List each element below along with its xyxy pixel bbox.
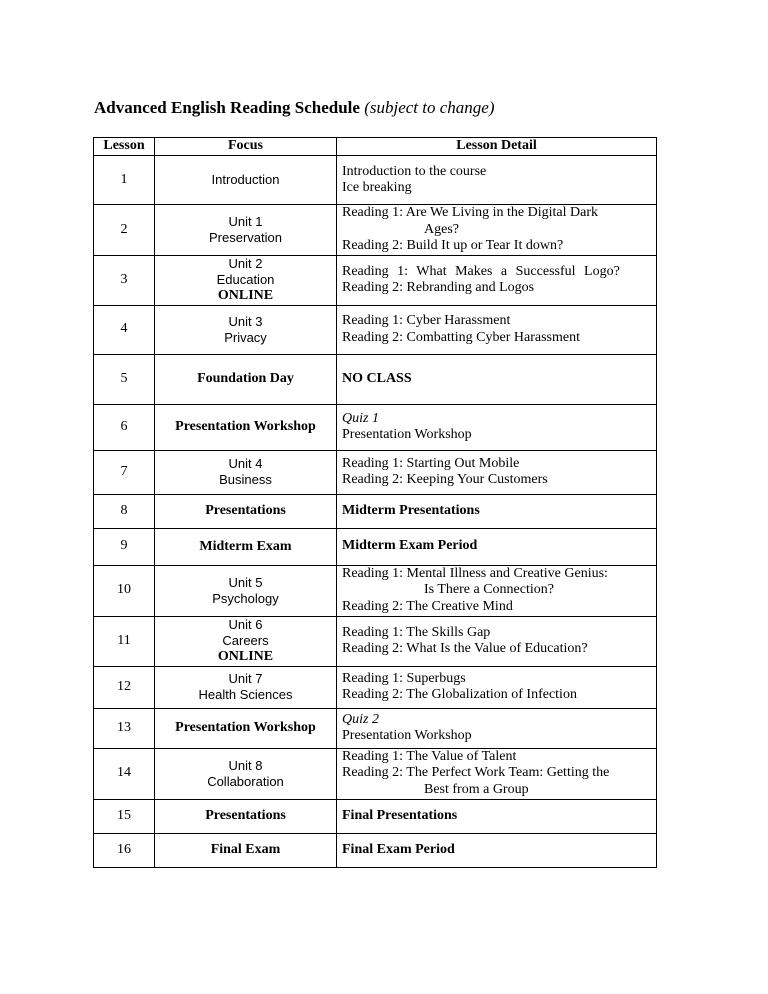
- table-row: [94, 404, 657, 450]
- focus-line: Final Exam: [210, 842, 281, 857]
- focus-line: Unit 8: [228, 757, 263, 773]
- schedule-table: [93, 137, 657, 868]
- detail-cell: [337, 565, 657, 616]
- lesson-number: 14: [94, 748, 155, 799]
- focus-line: Unit 4: [228, 456, 263, 471]
- detail-cell: [337, 354, 657, 404]
- table-row: [94, 528, 657, 565]
- detail-line: Reading 2: The Perfect Work Team: Getting the: [342, 765, 610, 781]
- lesson-number: 4: [94, 305, 155, 354]
- detail-line: Ages?: [424, 221, 459, 237]
- detail-line: Reading 2: What Is the Value of Education?: [342, 641, 588, 656]
- focus-cell: [155, 450, 337, 494]
- page-title: [94, 98, 494, 118]
- focus-cell: [155, 205, 337, 256]
- focus-line: Unit 6: [228, 617, 263, 632]
- focus-line: Midterm Exam: [199, 538, 292, 554]
- focus-cell: [155, 708, 337, 748]
- lesson-number: 2: [94, 205, 155, 256]
- focus-line: Unit 3: [228, 313, 263, 329]
- table-row: [94, 450, 657, 494]
- detail-cell: [337, 616, 657, 666]
- title-main: Advanced English Reading Schedule: [94, 98, 360, 117]
- focus-cell: [155, 305, 337, 354]
- detail-line: Midterm Presentations: [342, 502, 480, 518]
- table-row: [94, 708, 657, 748]
- header-lesson: Lesson: [94, 138, 155, 156]
- detail-cell: [337, 494, 657, 528]
- detail-cell: [337, 799, 657, 833]
- lesson-number: 15: [94, 799, 155, 833]
- focus-line: Business: [219, 472, 272, 487]
- focus-cell: [155, 799, 337, 833]
- focus-line: Presentations: [205, 503, 286, 518]
- detail-cell: [337, 708, 657, 748]
- table-row: [94, 565, 657, 616]
- detail-cell: [337, 528, 657, 565]
- focus-cell: [155, 616, 337, 666]
- focus-line: Collaboration: [207, 773, 284, 789]
- detail-line: Reading 2: Rebranding and Logos: [342, 280, 535, 295]
- detail-line: Reading 1: Cyber Harassment: [342, 313, 511, 328]
- table-row: [94, 666, 657, 708]
- lesson-number: 11: [94, 616, 155, 666]
- header-row: [94, 138, 657, 156]
- quiz-label: Quiz 1: [342, 410, 379, 426]
- detail-line: Ice breaking: [342, 180, 412, 195]
- lesson-number: 9: [94, 528, 155, 565]
- detail-cell: [337, 205, 657, 256]
- detail-line: Final Exam Period: [342, 841, 455, 857]
- lesson-number: 12: [94, 666, 155, 708]
- table-row: [94, 616, 657, 666]
- focus-line: Introduction: [211, 172, 280, 187]
- detail-line: Is There a Connection?: [424, 582, 554, 598]
- detail-cell: [337, 404, 657, 450]
- detail-line: Reading 2: Combatting Cyber Harassment: [342, 329, 580, 345]
- focus-line: Preservation: [209, 229, 282, 245]
- detail-line: Reading 1: The Value of Talent: [342, 748, 517, 764]
- detail-cell: [337, 305, 657, 354]
- detail-cell: [337, 156, 657, 205]
- header-focus: Focus: [155, 138, 337, 156]
- lesson-number: 3: [94, 255, 155, 305]
- detail-cell: [337, 748, 657, 799]
- table-row: [94, 494, 657, 528]
- focus-line: Privacy: [224, 329, 267, 345]
- lesson-number: 13: [94, 708, 155, 748]
- focus-line: Careers: [222, 633, 269, 648]
- focus-cell: [155, 833, 337, 867]
- detail-line: Reading 2: The Globalization of Infection: [342, 687, 577, 702]
- detail-line: Reading 1: Are We Living in the Digital Dark: [342, 205, 599, 220]
- detail-line: Reading 2: The Creative Mind: [342, 598, 513, 614]
- detail-line: Introduction to the course: [342, 163, 487, 179]
- detail-cell: [337, 833, 657, 867]
- lesson-number: 8: [94, 494, 155, 528]
- table-row: [94, 799, 657, 833]
- detail-line: Midterm Exam Period: [342, 538, 478, 554]
- detail-cell: [337, 450, 657, 494]
- focus-cell: [155, 354, 337, 404]
- detail-line: NO CLASS: [342, 370, 412, 386]
- focus-line: Unit 1: [228, 213, 263, 229]
- table-row: [94, 305, 657, 354]
- table-row: [94, 205, 657, 256]
- focus-line: Unit 5: [228, 574, 263, 590]
- title-note: (subject to change): [364, 98, 495, 117]
- focus-cell: [155, 156, 337, 205]
- lesson-number: 5: [94, 354, 155, 404]
- focus-line: Education: [216, 272, 275, 287]
- detail-line: Reading 1: What Makes a Successful Logo?: [342, 263, 620, 279]
- detail-cell: [337, 255, 657, 305]
- header-detail: Lesson Detail: [337, 138, 657, 156]
- detail-cell: [337, 666, 657, 708]
- focus-line: Presentation Workshop: [175, 419, 316, 434]
- detail-line: Presentation Workshop: [342, 427, 472, 442]
- focus-line: Foundation Day: [197, 371, 294, 386]
- detail-line: Reading 2: Build It up or Tear It down?: [342, 238, 564, 253]
- lesson-number: 1: [94, 156, 155, 205]
- table-row: [94, 748, 657, 799]
- detail-line: Reading 1: Mental Illness and Creative Genius:: [342, 565, 608, 581]
- focus-cell: [155, 255, 337, 305]
- table-row: [94, 833, 657, 867]
- detail-line: Reading 2: Keeping Your Customers: [342, 472, 548, 487]
- detail-line: Reading 1: The Skills Gap: [342, 624, 491, 640]
- table-row: [94, 156, 657, 205]
- focus-cell: [155, 565, 337, 616]
- focus-line: Psychology: [212, 590, 279, 606]
- focus-line: Presentation Workshop: [175, 720, 316, 735]
- online-label: ONLINE: [217, 649, 274, 664]
- table-row: [94, 354, 657, 404]
- detail-line: Reading 1: Superbugs: [342, 670, 466, 686]
- detail-line: Reading 1: Starting Out Mobile: [342, 455, 520, 471]
- focus-line: Health Sciences: [198, 687, 293, 702]
- focus-line: Unit 7: [228, 671, 263, 686]
- focus-line: Presentations: [205, 808, 286, 823]
- focus-cell: [155, 748, 337, 799]
- focus-cell: [155, 528, 337, 565]
- detail-line: Presentation Workshop: [342, 728, 472, 743]
- focus-cell: [155, 666, 337, 708]
- lesson-number: 6: [94, 404, 155, 450]
- lesson-number: 7: [94, 450, 155, 494]
- quiz-label: Quiz 2: [342, 711, 379, 727]
- detail-line: Final Presentations: [342, 807, 458, 823]
- focus-cell: [155, 494, 337, 528]
- detail-line: Best from a Group: [424, 781, 529, 797]
- lesson-number: 10: [94, 565, 155, 616]
- table-row: [94, 255, 657, 305]
- focus-line: Unit 2: [228, 256, 263, 271]
- focus-cell: [155, 404, 337, 450]
- lesson-number: 16: [94, 833, 155, 867]
- online-label: ONLINE: [217, 288, 274, 303]
